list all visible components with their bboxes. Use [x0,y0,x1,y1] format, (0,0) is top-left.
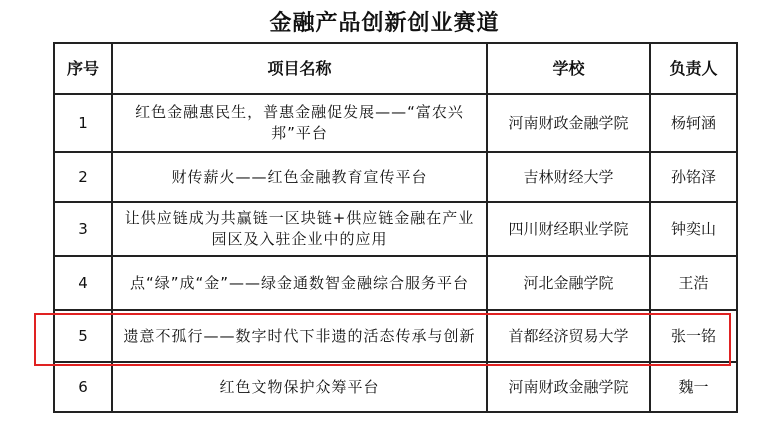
cell-school: 四川财经职业学院 [487,202,650,256]
cell-project-name: 财传薪火——红色金融教育宣传平台 [112,152,487,202]
cell-lead: 魏一 [650,362,737,412]
cell-school: 河南财政金融学院 [487,362,650,412]
cell-no: 4 [54,256,112,310]
cell-no: 1 [54,94,112,152]
header-project-name: 项目名称 [112,43,487,94]
table-row [54,362,737,412]
cell-no: 6 [54,362,112,412]
table-row [54,256,737,310]
cell-no: 2 [54,152,112,202]
cell-project-name: 点“绿”成“金”——绿金通数智金融综合服务平台 [112,256,487,310]
cell-lead: 杨轲涵 [650,94,737,152]
cell-school: 河南财政金融学院 [487,94,650,152]
page-title: 金融产品创新创业赛道 [269,11,500,36]
cell-lead: 张一铭 [650,310,737,362]
cell-school: 吉林财经大学 [487,152,650,202]
table-row [54,202,737,256]
cell-no: 5 [54,310,112,362]
table-row [54,94,737,152]
header-lead: 负责人 [650,43,737,94]
cell-lead: 孙铭泽 [650,152,737,202]
cell-no: 3 [54,202,112,256]
cell-project-name: 红色文物保护众筹平台 [112,362,487,412]
table-header-row [54,43,737,94]
cell-school: 首都经济贸易大学 [487,310,650,362]
project-table [53,42,738,413]
table-row [54,310,737,362]
cell-project-name: 红色金融惠民生，普惠金融促发展——“富农兴邦”平台 [112,94,487,152]
cell-school: 河北金融学院 [487,256,650,310]
header-school: 学校 [487,43,650,94]
cell-project-name: 遗意不孤行——数字时代下非遗的活态传承与创新 [112,310,487,362]
cell-lead: 王浩 [650,256,737,310]
cell-lead: 钟奕山 [650,202,737,256]
cell-project-name: 让供应链成为共赢链一区块链+供应链金融在产业园区及入驻企业中的应用 [112,202,487,256]
header-no: 序号 [54,43,112,94]
table-row [54,152,737,202]
